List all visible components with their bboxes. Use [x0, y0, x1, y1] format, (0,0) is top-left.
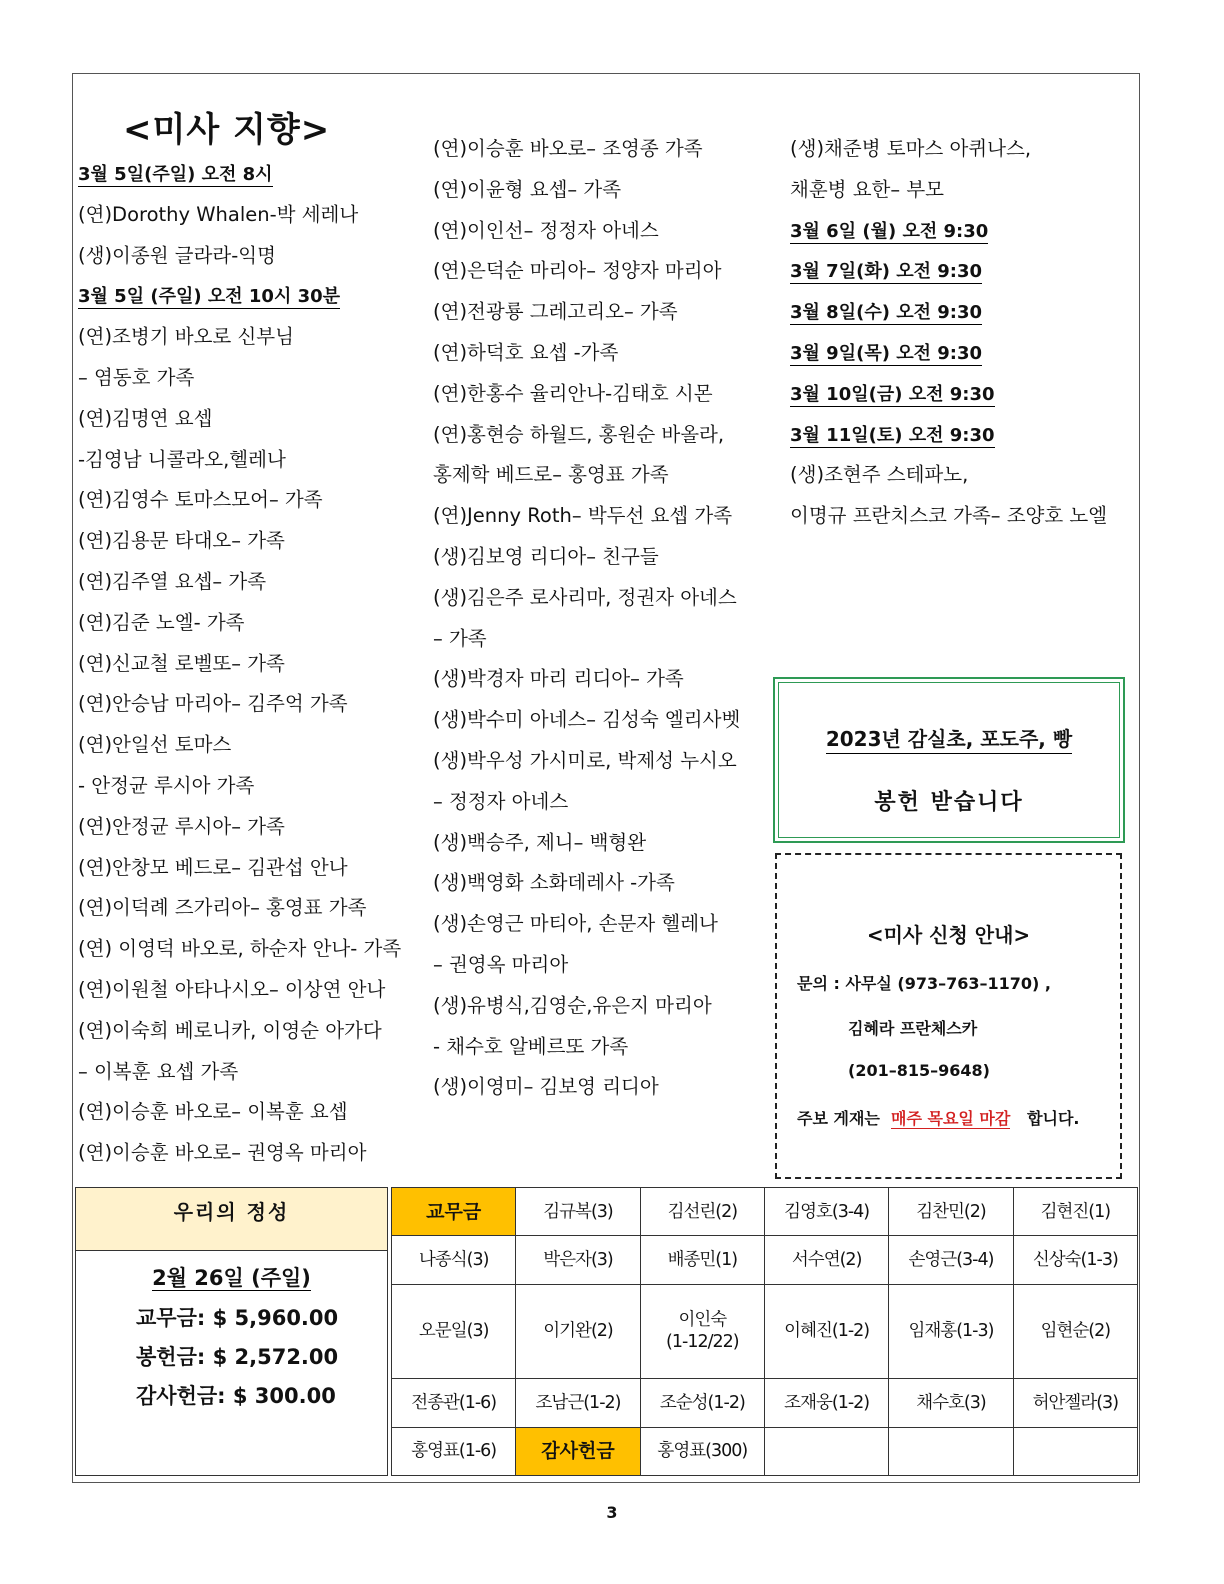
intention-line: [78, 488, 323, 512]
table-cell: 임현순(2): [1013, 1284, 1137, 1379]
table-cell: 조재웅(1-2): [764, 1379, 888, 1427]
intention-text: (연)김주열 요셉– 가족: [78, 570, 267, 593]
intention-line: [790, 137, 1031, 161]
intention-text: (연)이승훈 바오로– 조영종 가족: [433, 137, 703, 160]
table-cell: 감사헌금: [516, 1427, 640, 1475]
table-cell: 김규복(3): [516, 1188, 640, 1236]
intention-line: [433, 749, 737, 773]
offering-header: 우리의 정성: [76, 1188, 387, 1251]
intention-text: (생)손영근 마티아, 손문자 헬레나: [433, 912, 718, 936]
intention-text: (연)신교철 로벨또– 가족: [78, 651, 285, 675]
table-cell: 조남근(1-2): [516, 1379, 640, 1427]
intention-line: [790, 300, 982, 325]
intention-text: (생)이영미– 김보영 리디아: [433, 1075, 659, 1099]
intention-text: (연)이윤형 요셉– 가족: [433, 177, 622, 201]
intention-line: [433, 341, 618, 365]
offering-label: 봉헌금:: [136, 1345, 206, 1369]
offering-line: [136, 1380, 336, 1410]
intention-text: (연)홍현승 하월드, 홍원순 바올라,: [433, 422, 725, 446]
intention-text: (생)조현주 스테파노,: [790, 463, 969, 487]
intention-line: [790, 178, 944, 202]
intention-line: [433, 627, 487, 651]
offering-line: [136, 1302, 338, 1332]
notice-suffix: 합니다.: [1027, 1109, 1080, 1128]
intention-line: [78, 162, 273, 187]
donor-table: [391, 1187, 1138, 1476]
intention-text: (연)이인선– 정정자 아네스: [433, 218, 659, 242]
intention-line: [78, 570, 266, 594]
intention-text: (연)안정균 루시아– 가족: [78, 814, 285, 838]
table-cell: 배종민(1): [640, 1236, 764, 1284]
mass-request-box: [775, 853, 1122, 1179]
intention-line: [78, 978, 385, 1002]
intention-line: [433, 300, 678, 324]
intention-text: (연)이승훈 바오로– 권영옥 마리아: [78, 1141, 367, 1165]
intention-text: (연)안일선 토마스: [78, 733, 232, 757]
intention-text: (생)박우성 가시미로, 박제성 누시오: [433, 749, 737, 772]
intention-line: [433, 545, 659, 569]
intention-line: [78, 1060, 238, 1084]
table-cell: 오문일(3): [392, 1284, 516, 1379]
intention-line: [433, 259, 721, 283]
mass-date: 3월 10일(금) 오전 9:30: [790, 383, 995, 405]
offering-amount: $ 5,960.00: [212, 1306, 339, 1330]
intention-line: [433, 912, 718, 936]
table-cell: 홍영표(1-6): [392, 1427, 516, 1475]
intention-text: (생)백승주, 제니– 백형완: [433, 830, 647, 854]
intention-text: (연)이승훈 바오로– 이복훈 요셉: [78, 1100, 348, 1124]
intention-text: (연)Jenny Roth– 박두선 요셉 가족: [433, 504, 733, 528]
intention-line: [78, 652, 285, 676]
intention-text: 홍제학 베드로– 홍영표 가족: [433, 463, 669, 487]
intention-line: [433, 708, 740, 732]
intention-text: 채훈병 요한– 부모: [790, 177, 945, 201]
offering-amount: $ 2,572.00: [212, 1345, 339, 1369]
intention-text: – 가족: [433, 626, 487, 650]
intention-line: [790, 382, 995, 407]
intention-text: (연)조병기 바오로 신부님: [78, 325, 294, 349]
table-row: [392, 1188, 1138, 1236]
intention-line: [78, 896, 366, 920]
offering-line: [136, 1341, 338, 1371]
notice-deadline: 매주 목요일 마감: [891, 1109, 1011, 1128]
table-cell: [1013, 1427, 1137, 1475]
table-cell: 김현진(1): [1013, 1188, 1137, 1236]
intention-line: [433, 382, 713, 406]
intention-line: [433, 219, 659, 243]
intention-line: [433, 504, 732, 528]
intention-line: [78, 203, 358, 227]
table-row: [392, 1427, 1138, 1475]
offering-date: 2월 26일 (주일): [152, 1266, 311, 1290]
intention-text: (생)김은주 로사리마, 정권자 아네스: [433, 585, 737, 609]
intention-line: [433, 667, 684, 691]
table-cell: 조순성(1-2): [640, 1379, 764, 1427]
intention-text: (연)이덕례 즈가리아– 홍영표 가족: [78, 896, 367, 920]
intention-text: (생)박경자 마리 리디아– 가족: [433, 667, 684, 691]
intention-line: [78, 407, 212, 431]
intention-line: [78, 1019, 382, 1043]
intention-line: [78, 856, 348, 880]
intention-text: (연)이숙희 베로니카, 이영순 아가다: [78, 1018, 382, 1042]
intention-line: [78, 611, 245, 635]
intention-text: (연) 이영덕 바오로, 하순자 안나- 가족: [78, 937, 402, 961]
intention-text: (연)김명연 요셉: [78, 406, 213, 430]
intention-line: [433, 423, 724, 447]
notice-prefix: 주보 게재는: [797, 1109, 880, 1128]
mass-request-title: <미사 신청 안내>: [866, 923, 1031, 947]
table-cell: 허안젤라(3): [1013, 1379, 1137, 1427]
table-row: [392, 1236, 1138, 1284]
intention-text: (생)김보영 리디아– 친구들: [433, 545, 659, 568]
notice-text: [797, 1106, 1080, 1129]
intention-text: (생)채준병 토마스 아퀴나스,: [790, 137, 1032, 160]
intention-text: (생)이종원 글라라-익명: [78, 243, 276, 267]
intention-line: [78, 937, 401, 961]
intention-text: – 염동호 가족: [78, 366, 195, 389]
intention-line: [433, 586, 737, 610]
intention-text: (연)김용문 타대오– 가족: [78, 529, 285, 553]
intention-line: [433, 137, 703, 161]
intention-text: – 권영옥 마리아: [433, 953, 569, 976]
intention-line: [433, 178, 621, 202]
intention-text: (연)안창모 베드로– 김관섭 안나: [78, 855, 348, 879]
table-cell: 김영호(3-4): [764, 1188, 888, 1236]
intention-text: – 이복훈 요셉 가족: [78, 1059, 239, 1083]
mass-date: 3월 8일(수) 오전 9:30: [790, 302, 983, 324]
intention-line: [78, 692, 348, 716]
intention-line: [78, 733, 231, 757]
intention-text: (생)박수미 아네스– 김성숙 엘리사벳: [433, 708, 741, 732]
mass-date: 3월 5일(주일) 오전 8시: [78, 164, 273, 185]
intention-text: – 정정자 아네스: [433, 789, 569, 813]
offering-label: 교무금:: [136, 1306, 206, 1330]
table-cell: 김찬민(2): [889, 1188, 1013, 1236]
intention-text: (연)은덕순 마리아– 정양자 마리아: [433, 259, 722, 283]
intention-line: [78, 325, 294, 349]
intention-line: [433, 994, 712, 1018]
intention-text: - 채수호 알베르또 가족: [433, 1034, 629, 1058]
intention-line: [78, 284, 340, 309]
intention-line: [78, 448, 286, 472]
table-cell: 김선린(2): [640, 1188, 764, 1236]
table-cell: 홍영표(300): [640, 1427, 764, 1475]
table-cell: 채수호(3): [889, 1379, 1013, 1427]
table-cell: 손영근(3-4): [889, 1236, 1013, 1284]
intention-text: (생)백영화 소화데레사 -가족: [433, 871, 675, 895]
intention-text: 이명규 프란치스코 가족– 조양호 노엘: [790, 504, 1108, 528]
intention-line: [790, 259, 982, 284]
intention-text: (연)김준 노엘- 가족: [78, 610, 245, 634]
intention-text: (연)하덕호 요셉 -가족: [433, 341, 619, 364]
intention-line: [433, 1035, 628, 1059]
table-cell: 전종관(1-6): [392, 1379, 516, 1427]
intention-line: [78, 774, 254, 798]
intention-text: (연)이원철 아타나시오– 이상연 안나: [78, 978, 386, 1001]
table-row: [392, 1284, 1138, 1379]
intention-text: (생)유병식,김영순,유은지 마리아: [433, 993, 712, 1017]
intention-text: (연)전광룡 그레고리오– 가족: [433, 300, 678, 324]
table-cell: [764, 1427, 888, 1475]
intention-text: (연)한홍수 율리안나-김태호 시몬: [433, 381, 713, 405]
intention-line: [790, 341, 982, 366]
offering-label: 감사헌금:: [136, 1384, 226, 1408]
notice-line-1: 2023년 감실초, 포도주, 빵: [826, 727, 1072, 754]
intention-line: [433, 871, 675, 895]
table-cell: 이혜진(1-2): [764, 1284, 888, 1379]
offering-notice-box: [773, 677, 1125, 843]
offering-amount: $ 300.00: [232, 1384, 336, 1408]
intention-line: [433, 1075, 659, 1099]
table-cell: 임재홍(1-3): [889, 1284, 1013, 1379]
intention-text: (연)Dorothy Whalen-박 세레나: [78, 202, 359, 226]
mass-date: 3월 7일(화) 오전 9:30: [790, 261, 983, 283]
intention-line: [790, 504, 1107, 528]
table-cell: 이인숙 (1-12/22): [640, 1284, 764, 1379]
intention-text: -김영남 니콜라오,헬레나: [78, 447, 286, 471]
page-number: 3: [606, 1503, 618, 1522]
intention-line: [433, 790, 568, 814]
offering-summary: [75, 1187, 388, 1476]
table-cell: [889, 1427, 1013, 1475]
intention-text: - 안정균 루시아 가족: [78, 774, 255, 797]
table-cell: 이기완(2): [516, 1284, 640, 1379]
intention-line: [790, 219, 988, 244]
notice-line-2: 봉헌 받습니다: [874, 790, 1024, 815]
table-row: [392, 1379, 1138, 1427]
intention-line: [78, 366, 194, 390]
mass-intention-title: <미사 지향>: [123, 110, 331, 150]
contact-office: 문의 : 사무실 (973–763–1170) ,: [797, 974, 1051, 993]
intention-line: [790, 463, 968, 487]
intention-line: [78, 1141, 366, 1165]
intention-line: [78, 815, 285, 839]
mass-date: 3월 5일 (주일) 오전 10시 30분: [78, 286, 341, 308]
table-cell: 교무금: [392, 1188, 516, 1236]
contact-name: 김혜라 프란체스카: [848, 1019, 978, 1038]
mass-date: 3월 9일(목) 오전 9:30: [790, 343, 983, 364]
table-cell: 나종식(3): [392, 1236, 516, 1284]
intention-line: [790, 423, 995, 448]
mass-date: 3월 6일 (월) 오전 9:30: [790, 220, 989, 242]
intention-line: [433, 831, 646, 855]
intention-text: (연)안승남 마리아– 김주억 가족: [78, 692, 348, 716]
table-cell: 박은자(3): [516, 1236, 640, 1284]
contact-phone: (201–815–9648): [848, 1061, 990, 1080]
intention-text: (연)김영수 토마스모어– 가족: [78, 488, 323, 512]
intention-line: [78, 1100, 348, 1124]
intention-line: [78, 529, 285, 553]
mass-date: 3월 11일(토) 오전 9:30: [790, 424, 995, 446]
intention-line: [78, 244, 276, 268]
table-cell: 서수연(2): [764, 1236, 888, 1284]
table-cell: 신상숙(1-3): [1013, 1236, 1137, 1284]
intention-line: [433, 463, 669, 487]
intention-line: [433, 953, 568, 977]
